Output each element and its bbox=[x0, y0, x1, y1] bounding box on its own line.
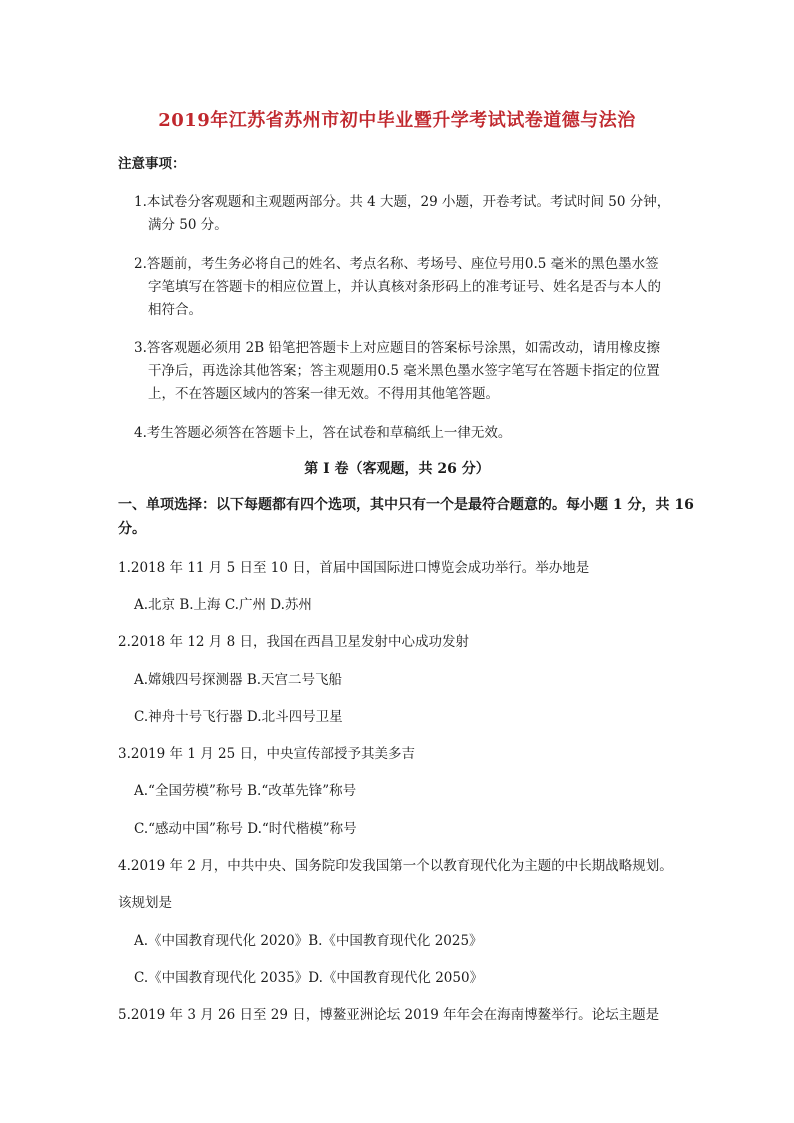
notice-item-1-line-1: 1.本试卷分客观题和主观题两部分。共 4 大题，29 小题，开卷考试。考试时间 50 分钟， bbox=[134, 194, 671, 210]
notice-item-1-line-2: 满分 50 分。 bbox=[148, 217, 228, 233]
notice-item-2-line-1: 2.答题前，考生务必将自己的姓名、考点名称、考场号、座位号用0.5 毫米的黑色墨水签 bbox=[134, 256, 659, 272]
notice-item-2-line-2: 字笔填写在答题卡的相应位置上，并认真核对条形码上的准考证号、姓名是否与本人的 bbox=[148, 279, 661, 295]
page-title: 2019年江苏省苏州市初中毕业暨升学考试试卷道德与法治 bbox=[158, 110, 636, 131]
question-2-options-1: A.嫦娥四号探测器 B.天宫二号飞船 bbox=[134, 672, 343, 688]
notice-item-3-line-3: 上，不在答题区域内的答案一律无效。不得用其他笔答题。 bbox=[148, 386, 499, 402]
part1-heading: 第 I 卷（客观题，共 26 分） bbox=[304, 461, 490, 477]
notice-item-3-line-2: 干净后，再选涂其他答案；答主观题用0.5 毫米黑色墨水签字笔写在答题卡指定的位置 bbox=[148, 363, 660, 379]
notice-item-4-line-1: 4.考生答题必须答在答题卡上，答在试卷和草稿纸上一律无效。 bbox=[134, 425, 512, 441]
question-5-stem: 5.2019 年 3 月 26 日至 29 日，博鳌亚洲论坛 2019 年年会在海南博鳌举行。论坛主题是 bbox=[118, 1007, 660, 1023]
notice-heading: 注意事项： bbox=[118, 156, 186, 172]
question-2-stem: 2.2018 年 12 月 8 日，我国在西昌卫星发射中心成功发射 bbox=[118, 634, 469, 650]
question-4-options-1: A.《中国教育现代化 2020》B.《中国教育现代化 2025》 bbox=[134, 933, 483, 949]
question-1-options: A.北京 B.上海 C.广州 D.苏州 bbox=[134, 597, 312, 613]
question-3-stem: 3.2019 年 1 月 25 日，中央宣传部授予其美多吉 bbox=[118, 746, 415, 762]
question-4-options-2: C.《中国教育现代化 2035》D.《中国教育现代化 2050》 bbox=[134, 970, 484, 986]
question-2-options-2: C.神舟十号飞行器 D.北斗四号卫星 bbox=[134, 709, 343, 725]
question-1-stem: 1.2018 年 11 月 5 日至 10 日，首届中国国际进口博览会成功举行。举办地是 bbox=[118, 560, 590, 576]
question-4-stem-line-1: 4.2019 年 2 月，中共中央、国务院印发我国第一个以教育现代化为主题的中长期战略规划。 bbox=[118, 858, 673, 874]
notice-item-2-line-3: 相符合。 bbox=[148, 302, 202, 318]
question-3-options-1: A.“全国劳模”称号 B.“改革先锋”称号 bbox=[134, 783, 357, 799]
question-3-options-2: C.“感动中国”称号 D.“时代楷模”称号 bbox=[134, 821, 357, 837]
section1-heading-line-2: 分。 bbox=[118, 521, 146, 537]
notice-item-3-line-1: 3.答客观题必须用 2B 铅笔把答题卡上对应题目的答案标号涂黑，如需改动，请用橡皮擦 bbox=[134, 340, 660, 356]
question-4-stem-line-2: 该规划是 bbox=[118, 895, 172, 911]
section1-heading-line-1: 一、单项选择：以下每题都有四个选项，其中只有一个是最符合题意的。每小题 1 分，共 16 bbox=[118, 497, 694, 513]
